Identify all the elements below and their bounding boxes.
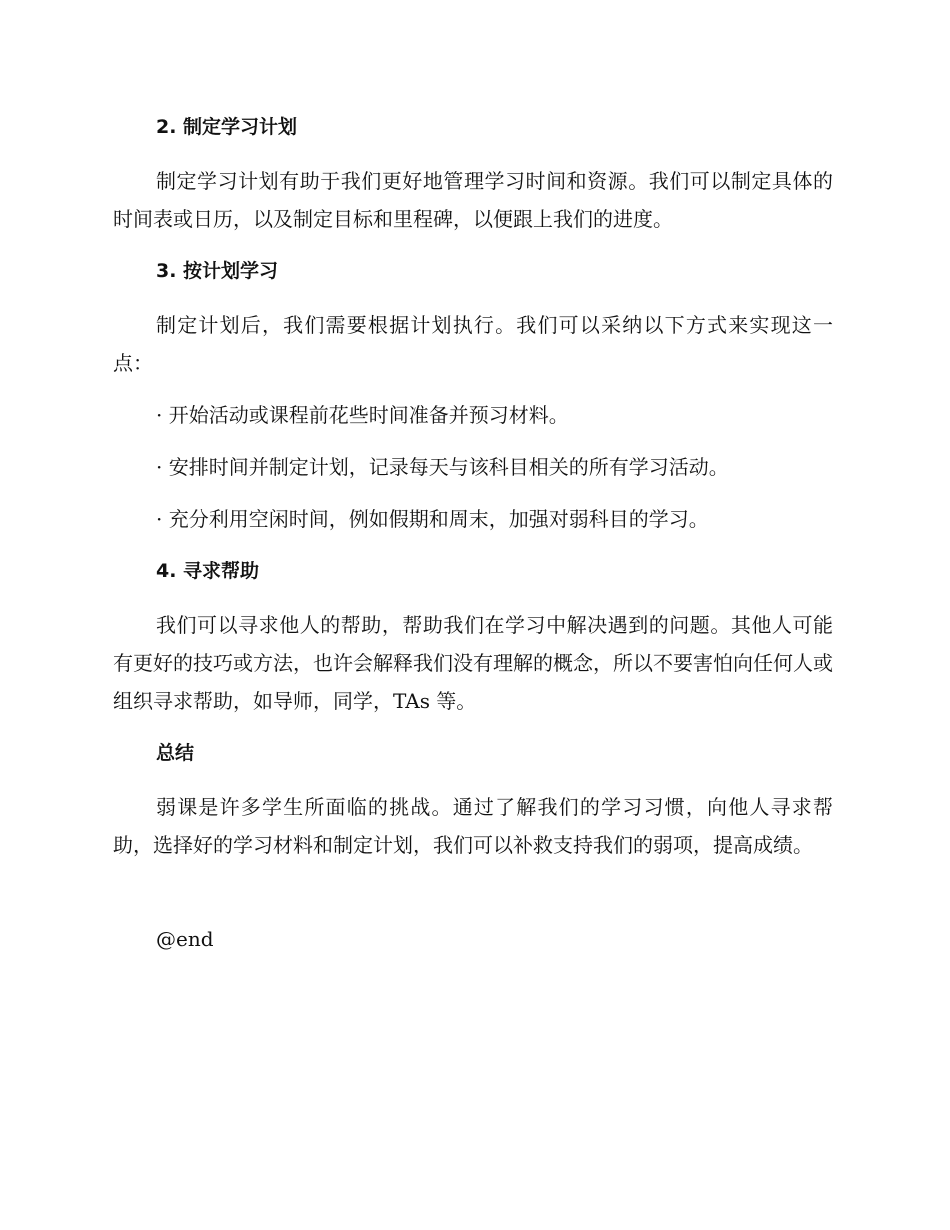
bullet-item: · 充分利用空闲时间，例如假期和周末，加强对弱科目的学习。 (156, 507, 709, 531)
bullet-item: · 安排时间并制定计划，记录每天与该科目相关的所有学习活动。 (156, 455, 729, 479)
end-marker: @end (156, 927, 214, 951)
paragraph-plan: 制定学习计划有助于我们更好地管理学习时间和资源。我们可以制定具体的时间表或日历，以及制定目标和里程碑，以便跟上我们的进度。 (113, 169, 833, 231)
paragraph-follow-plan: 制定计划后，我们需要根据计划执行。我们可以采纳以下方式来实现这一点： (113, 313, 833, 375)
document-body (113, 108, 833, 958)
section-heading-seek-help: 4. 寻求帮助 (156, 560, 260, 582)
section-heading-summary: 总结 (156, 742, 195, 764)
section-heading-plan: 2. 制定学习计划 (156, 116, 298, 138)
paragraph-summary: 弱课是许多学生所面临的挑战。通过了解我们的学习习惯，向他人寻求帮助，选择好的学习材料和制定计划，我们可以补救支持我们的弱项，提高成绩。 (113, 795, 833, 857)
section-heading-follow-plan: 3. 按计划学习 (156, 260, 279, 282)
paragraph-seek-help: 我们可以寻求他人的帮助，帮助我们在学习中解决遇到的问题。其他人可能有更好的技巧或方法，也许会解释我们没有理解的概念，所以不要害怕向任何人或组织寻求帮助，如导师，同学，TAs 等。 (113, 613, 833, 713)
bullet-item: · 开始活动或课程前花些时间准备并预习材料。 (156, 403, 569, 427)
